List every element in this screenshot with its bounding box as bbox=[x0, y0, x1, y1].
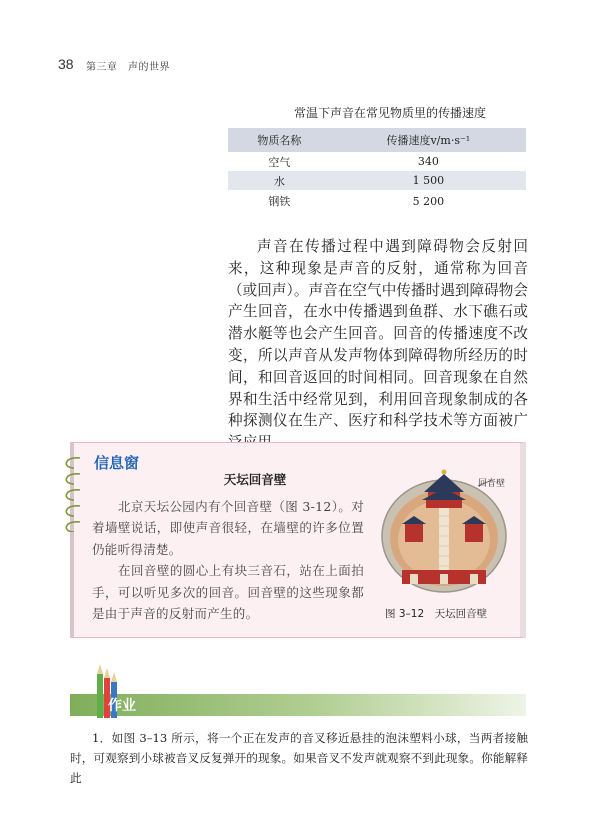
info-window-text bbox=[92, 496, 364, 624]
figure-callout: 回音壁 bbox=[478, 479, 506, 489]
table-cell: 空气 bbox=[268, 155, 291, 169]
info-paragraph: 北京天坛公园内有个回音壁（图 3-12）。对着墙壁说话，即使声音很轻，在墙壁的许多位置仍能听得清楚。 bbox=[92, 499, 364, 557]
table-row bbox=[228, 171, 526, 190]
homework-banner bbox=[70, 694, 526, 716]
binder-rings-icon bbox=[58, 452, 86, 532]
table-title: 常温下声音在常见物质里的传播速度 bbox=[293, 106, 486, 120]
table-row bbox=[228, 152, 526, 171]
info-window-label: 信息窗 bbox=[94, 454, 140, 472]
chapter-heading: 第三章 声的世界 bbox=[86, 62, 170, 73]
table-row bbox=[228, 190, 526, 212]
table-cell: 钢铁 bbox=[268, 195, 291, 208]
table-header-speed: 传播速度v/m·s⁻¹ bbox=[331, 128, 526, 152]
info-window-title: 天坛回音壁 bbox=[223, 472, 287, 487]
table-cell: 5 200 bbox=[412, 194, 445, 208]
homework-question: 1．如图 3–13 所示，将一个正在发声的音叉移近悬挂的泡沫塑料小球，当两者接触时，可观察到小球被音叉反复弹开的现象。如果音叉不发声就观察不到此现象。你能解释此 bbox=[70, 731, 528, 785]
body-paragraph: 声音在传播过程中遇到障碍物会反射回来，这种现象是声音的反射，通常称为回音（或回声）。声音在空气中传播时遇到障碍物会产生回音，在水中传播遇到鱼群、水下礁石或潜水艇等也会产生回音。回音的传播速度不改变，所以声音从发声物体到障碍物所经历的时间，和回音返回的时间相同。回音现象在自然界和生活中经常见到，利用回音现象制成的各种探测仪在生产、医疗和科学技术等方面被广 bbox=[228, 238, 528, 430]
table-cell: 340 bbox=[417, 155, 439, 168]
table-cell: 1 500 bbox=[331, 171, 526, 190]
sound-speed-table bbox=[228, 128, 526, 212]
table-header-substance: 物质名称 bbox=[228, 128, 331, 152]
table-cell: 水 bbox=[228, 171, 331, 190]
info-paragraph: 在回音壁的圆心上有块三音石，站在上面拍手，可以听见多次的回音。回音壁的这些现象都是由于声音的反射而产生的。 bbox=[92, 563, 364, 622]
figure-caption: 图 3–12 天坛回音壁 bbox=[385, 608, 488, 620]
homework-title: 作业 bbox=[108, 698, 136, 714]
page-number: 38 bbox=[58, 56, 74, 72]
